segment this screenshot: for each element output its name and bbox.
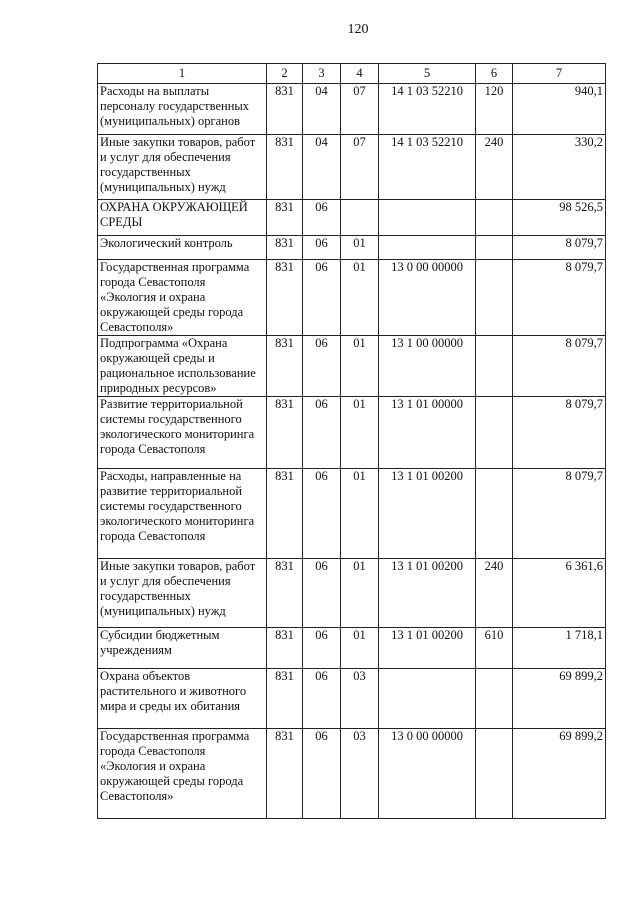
- cell-amount: 98 526,5: [513, 200, 606, 236]
- cell-name: Государственная программа города Севастополя «Экология и охрана окружающей среды города Севастополя»: [98, 260, 267, 336]
- cell-amount: 8 079,7: [513, 336, 606, 397]
- cell-amount: 330,2: [513, 135, 606, 200]
- cell-expense-type: 240: [476, 559, 513, 628]
- table-row: [98, 628, 606, 669]
- cell-target-article: 13 1 00 00000: [379, 336, 476, 397]
- table-row: [98, 200, 606, 236]
- cell-department: 831: [267, 559, 303, 628]
- cell-amount: 8 079,7: [513, 260, 606, 336]
- cell-amount: 69 899,2: [513, 669, 606, 729]
- cell-target-article: 13 0 00 00000: [379, 729, 476, 819]
- cell-name: Подпрограмма «Охрана окружающей среды и рациональное использование природных ресурсов»: [98, 336, 267, 397]
- budget-table: [97, 63, 606, 819]
- table-row: [98, 84, 606, 135]
- cell-expense-type: [476, 469, 513, 559]
- cell-section: 04: [303, 84, 341, 135]
- cell-subsection: 01: [341, 236, 379, 260]
- cell-department: 831: [267, 135, 303, 200]
- header-cell-col7: 7: [513, 64, 606, 84]
- cell-subsection: 01: [341, 260, 379, 336]
- cell-department: 831: [267, 628, 303, 669]
- header-cell-col2: 2: [267, 64, 303, 84]
- header-cell-col3: 3: [303, 64, 341, 84]
- table-row: [98, 669, 606, 729]
- page-number: 120: [347, 22, 369, 37]
- cell-expense-type: [476, 200, 513, 236]
- cell-department: 831: [267, 84, 303, 135]
- cell-subsection: 01: [341, 469, 379, 559]
- cell-target-article: 14 1 03 52210: [379, 135, 476, 200]
- cell-name: ОХРАНА ОКРУЖАЮЩЕЙ СРЕДЫ: [98, 200, 267, 236]
- table-row: [98, 260, 606, 336]
- cell-amount: 1 718,1: [513, 628, 606, 669]
- cell-target-article: 13 0 00 00000: [379, 260, 476, 336]
- cell-amount: 940,1: [513, 84, 606, 135]
- cell-section: 06: [303, 200, 341, 236]
- cell-name: Экологический контроль: [98, 236, 267, 260]
- cell-section: 06: [303, 236, 341, 260]
- cell-amount: 8 079,7: [513, 397, 606, 469]
- cell-target-article: 13 1 01 00200: [379, 559, 476, 628]
- cell-department: 831: [267, 200, 303, 236]
- cell-amount: 69 899,2: [513, 729, 606, 819]
- cell-target-article: 14 1 03 52210: [379, 84, 476, 135]
- cell-expense-type: 120: [476, 84, 513, 135]
- header-cell-col6: 6: [476, 64, 513, 84]
- cell-amount: 8 079,7: [513, 236, 606, 260]
- cell-department: 831: [267, 729, 303, 819]
- cell-section: 06: [303, 559, 341, 628]
- cell-department: 831: [267, 336, 303, 397]
- cell-subsection: 07: [341, 84, 379, 135]
- cell-section: 04: [303, 135, 341, 200]
- cell-department: 831: [267, 469, 303, 559]
- table-row: [98, 336, 606, 397]
- cell-section: 06: [303, 397, 341, 469]
- cell-name: Расходы, направленные на развитие территориальной системы государственного экологического мониторинга города Севастополя: [98, 469, 267, 559]
- cell-target-article: [379, 669, 476, 729]
- cell-target-article: [379, 200, 476, 236]
- cell-department: 831: [267, 669, 303, 729]
- cell-subsection: 01: [341, 628, 379, 669]
- cell-department: 831: [267, 236, 303, 260]
- table-row: [98, 559, 606, 628]
- cell-expense-type: [476, 397, 513, 469]
- table-row: [98, 135, 606, 200]
- cell-name: Государственная программа города Севастополя «Экология и охрана окружающей среды города Севастополя»: [98, 729, 267, 819]
- cell-section: 06: [303, 628, 341, 669]
- table-header-row: [98, 64, 606, 84]
- header-cell-col4: 4: [341, 64, 379, 84]
- cell-name: Субсидии бюджетным учреждениям: [98, 628, 267, 669]
- cell-section: 06: [303, 469, 341, 559]
- cell-expense-type: [476, 236, 513, 260]
- cell-target-article: 13 1 01 00000: [379, 397, 476, 469]
- cell-target-article: [379, 236, 476, 260]
- table-row: [98, 729, 606, 819]
- cell-subsection: [341, 200, 379, 236]
- cell-expense-type: [476, 260, 513, 336]
- cell-section: 06: [303, 260, 341, 336]
- cell-subsection: 03: [341, 669, 379, 729]
- cell-target-article: 13 1 01 00200: [379, 469, 476, 559]
- cell-section: 06: [303, 729, 341, 819]
- table-row: [98, 469, 606, 559]
- cell-target-article: 13 1 01 00200: [379, 628, 476, 669]
- cell-subsection: 07: [341, 135, 379, 200]
- cell-name: Иные закупки товаров, работ и услуг для обеспечения государственных (муниципальных) нужд: [98, 559, 267, 628]
- cell-name: Расходы на выплаты персоналу государственных (муниципальных) органов: [98, 84, 267, 135]
- cell-amount: 8 079,7: [513, 469, 606, 559]
- cell-subsection: 01: [341, 336, 379, 397]
- cell-section: 06: [303, 669, 341, 729]
- cell-expense-type: 610: [476, 628, 513, 669]
- cell-name: Охрана объектов растительного и животного мира и среды их обитания: [98, 669, 267, 729]
- cell-expense-type: [476, 336, 513, 397]
- cell-department: 831: [267, 397, 303, 469]
- cell-subsection: 01: [341, 397, 379, 469]
- header-cell-col1: 1: [98, 64, 267, 84]
- table-row: [98, 236, 606, 260]
- header-cell-col5: 5: [379, 64, 476, 84]
- cell-name: Иные закупки товаров, работ и услуг для обеспечения государственных (муниципальных) нужд: [98, 135, 267, 200]
- cell-department: 831: [267, 260, 303, 336]
- cell-subsection: 03: [341, 729, 379, 819]
- cell-amount: 6 361,6: [513, 559, 606, 628]
- cell-expense-type: 240: [476, 135, 513, 200]
- cell-name: Развитие территориальной системы государственного экологического мониторинга города Севастополя: [98, 397, 267, 469]
- cell-expense-type: [476, 729, 513, 819]
- cell-expense-type: [476, 669, 513, 729]
- cell-section: 06: [303, 336, 341, 397]
- cell-subsection: 01: [341, 559, 379, 628]
- table-row: [98, 397, 606, 469]
